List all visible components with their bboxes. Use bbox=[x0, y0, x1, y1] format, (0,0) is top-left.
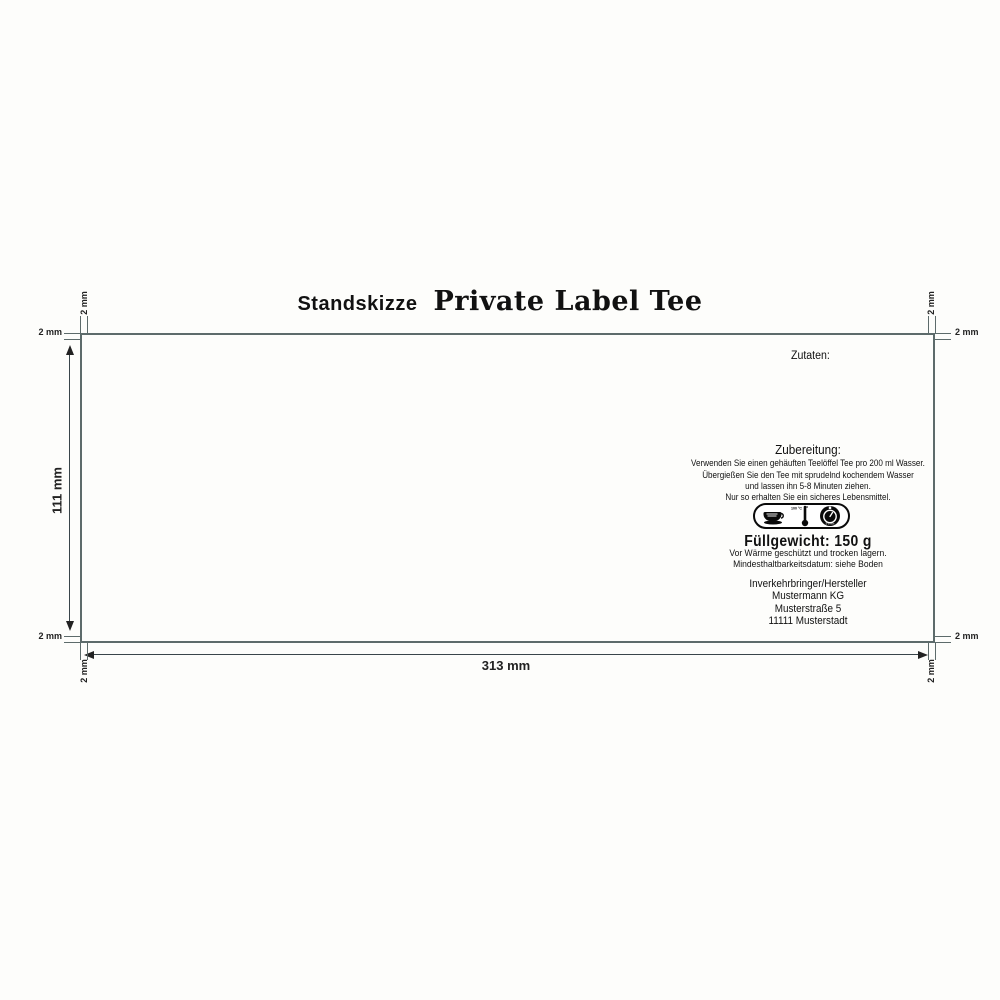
ingredients-heading: Zutaten: bbox=[791, 350, 830, 362]
manufacturer-name: Mustermann KG bbox=[771, 590, 845, 603]
manufacturer-city: 11111 Musterstadt bbox=[768, 615, 848, 628]
manufacturer-block bbox=[691, 578, 925, 628]
manufacturer-heading: Inverkehrbringer/Hersteller bbox=[749, 578, 867, 590]
page-title bbox=[0, 286, 1000, 317]
seam-tick bbox=[935, 636, 951, 637]
seam-tick bbox=[935, 642, 951, 643]
seam-label-bottom-left: 2 mm bbox=[38, 631, 62, 641]
seam-tick bbox=[935, 333, 951, 334]
arrow-up-icon bbox=[66, 345, 74, 355]
fill-weight-label: Füllgewicht: 150 g bbox=[744, 533, 872, 550]
width-dimension-line bbox=[92, 654, 920, 655]
preparation-line: Verwenden Sie einen gehäuften Teelöffel Tee pro 200 ml Wasser. bbox=[691, 458, 925, 468]
storage-instruction: Vor Wärme geschützt und trocken lagern. bbox=[729, 548, 887, 559]
seam-label-bottom-right-vertical: 2 mm bbox=[926, 659, 936, 683]
best-before-note: Mindesthaltbarkeitsdatum: siehe Boden bbox=[733, 558, 883, 570]
height-dimension-line bbox=[69, 352, 70, 626]
timer-icon bbox=[819, 505, 841, 527]
height-dimension-label: 111 mm bbox=[49, 467, 65, 514]
seam-tick bbox=[64, 339, 80, 340]
sketch-type-label: Standskizze bbox=[297, 293, 418, 315]
seam-label-bottom-right: 2 mm bbox=[955, 631, 979, 641]
preparation-heading: Zubereitung: bbox=[775, 442, 841, 457]
seam-tick bbox=[935, 339, 951, 340]
arrow-down-icon bbox=[66, 621, 74, 631]
preparation-line: Nur so erhalten Sie ein sicheres Lebensmittel. bbox=[725, 492, 891, 502]
preparation-line: Übergießen Sie den Tee mit sprudelnd kochendem Wasser bbox=[702, 469, 914, 480]
seam-label-bottom-left-vertical: 2 mm bbox=[79, 659, 89, 683]
seam-tick bbox=[64, 636, 80, 637]
seam-label-top-left-vertical: 2 mm bbox=[79, 291, 89, 315]
seam-tick bbox=[64, 642, 80, 643]
teacup-icon bbox=[762, 508, 786, 525]
svg-text:5-8 min: 5-8 min bbox=[825, 522, 835, 526]
product-name-label: Private Label Tee bbox=[433, 286, 703, 317]
manufacturer-street: Musterstraße 5 bbox=[774, 602, 842, 615]
seam-tick bbox=[64, 333, 80, 334]
seam-label-top-left: 2 mm bbox=[38, 327, 62, 337]
seam-label-top-right: 2 mm bbox=[955, 327, 979, 337]
preparation-line: und lassen ihn 5-8 Minuten ziehen. bbox=[745, 481, 871, 491]
seam-label-top-right-vertical: 2 mm bbox=[926, 291, 936, 315]
brewing-icons-pill bbox=[753, 503, 850, 529]
thermometer-icon bbox=[790, 505, 816, 527]
width-dimension-label: 313 mm bbox=[481, 658, 531, 673]
thermometer-temp-label: 100 °C bbox=[790, 506, 802, 511]
